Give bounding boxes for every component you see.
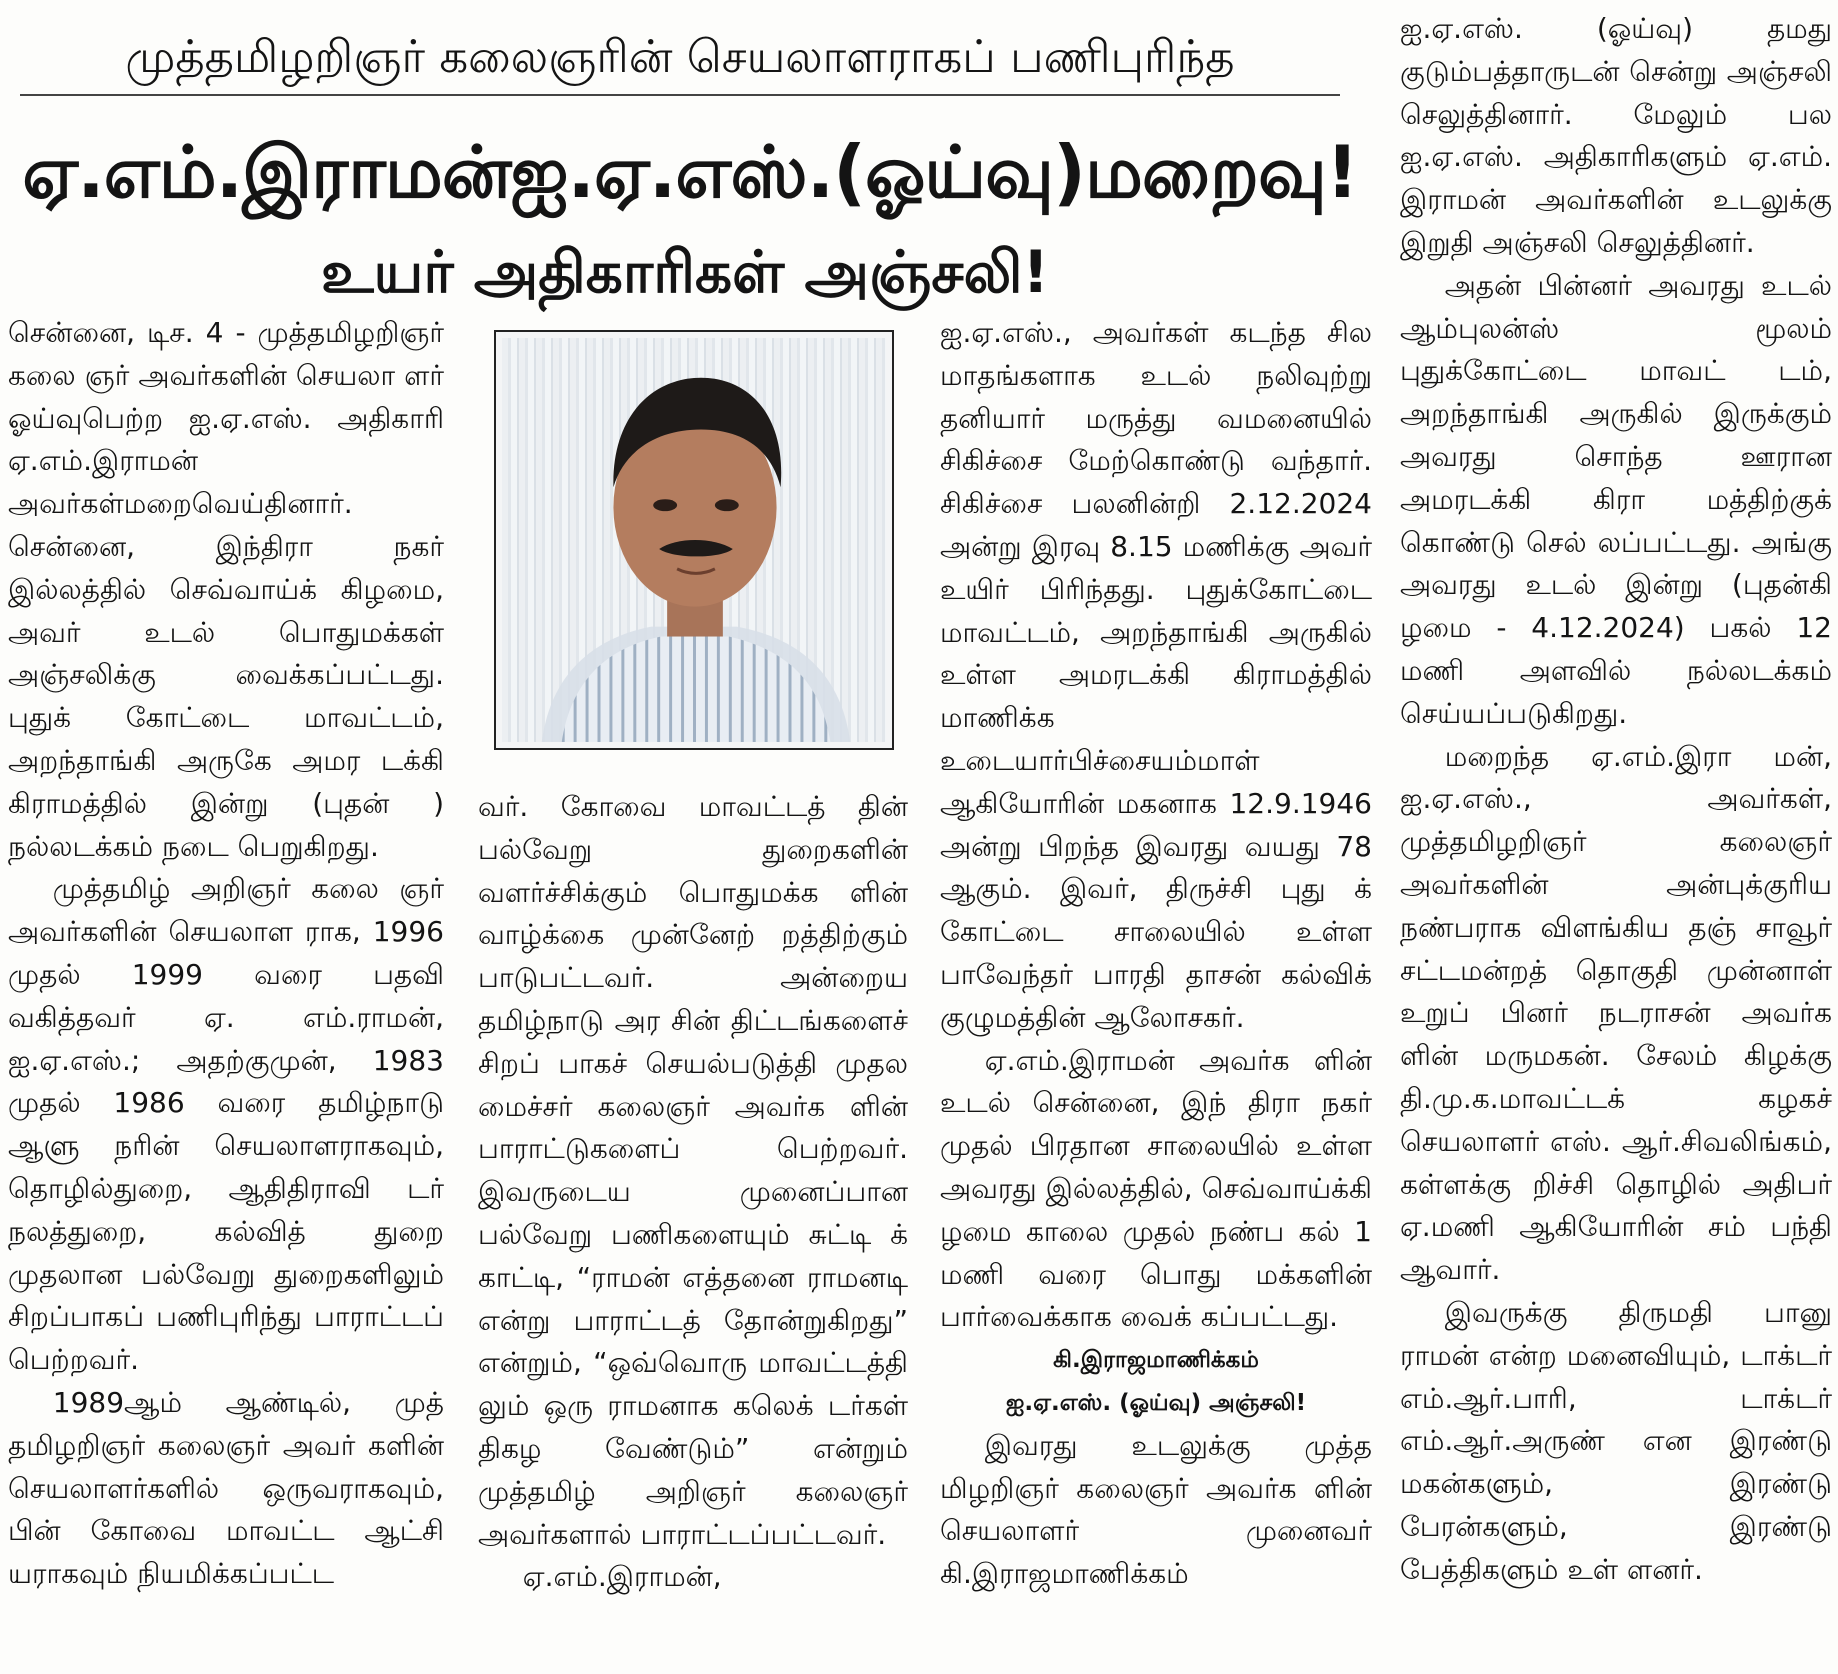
paragraph: முத்தமிழ் அறிஞர் கலை ஞர் அவர்களின் செயலாள ராக, 1996 முதல் 1999 வரை பதவி வகித்தவர் ஏ. எம்.ராமன், ஐ.ஏ.எஸ்.; அதற்குமுன், 1983 முதல் 1986 வரை தமிழ்நாடு ஆளு நரின் செயலாளராகவும், தொழில்துறை, ஆதிதிராவி டர் நலத்துறை, கல்வித் துறை முதலான பல்வேறு துறைகளிலும் சிறப்பாகப் பணிபுரிந்து பாராட்டப் பெற்றவர். xyxy=(8,872,444,1377)
article-column-1 xyxy=(8,312,444,1670)
portrait-photo-icon xyxy=(502,338,886,742)
article-column-2 xyxy=(478,786,908,1670)
paragraph: ஐ.ஏ.எஸ்., அவர்கள் கடந்த சில மாதங்களாக உடல் நலிவுற்று தனியார் மருத்து வமனையில் சிகிச்சை மேற்கொண்டு வந்தார். சிகிச்சை பலனின்றி 2.12.2024 அன்று இரவு 8.15 மணிக்கு அவர் உயிர் பிரிந்தது. புதுக்கோட்டை மாவட்டம், அறந்தாங்கி அருகில் உள்ள அமரடக்கி கிராமத்தில் மாணிக்க உடையார்பிச்சையம்மாள் ஆகியோரின் மகனாக 12.9.1946 அன்று பிறந்த இவரது வயது 78 ஆகும். இவர், திருச்சி புது க் கோட்டை சாலையில் உள்ள பாவேந்தர் பாரதி தாசன் கல்விக் குழுமத்தின் ஆலோசகர். xyxy=(940,316,1372,1034)
kicker-headline: முத்தமிழறிஞர் கலைஞரின் செயலாளராகப் பணிபுரிந்த xyxy=(20,18,1340,96)
subheading-line-2: ஐ.ஏ.எஸ். (ஓய்வு) அஞ்சலி! xyxy=(1005,1389,1307,1416)
portrait-photo xyxy=(494,330,894,750)
article-column-4 xyxy=(1400,8,1832,1670)
paragraph: இவரது உடலுக்கு முத்த மிழறிஞர் கலைஞர் அவர்க ளின் செயலாளர் முனைவர் கி.இராஜமாணிக்கம் xyxy=(940,1428,1372,1591)
paragraph: அதன் பின்னர் அவரது உடல் ஆம்புலன்ஸ் மூலம் புதுக்கோட்டை மாவட் டம், அறந்தாங்கி அருகில் இருக்கும் அவரது சொந்த ஊரான அமரடக்கி கிரா மத்திற்குக் கொண்டு செல் லப்பட்டது. அங்கு அவரது உடல் இன்று (புதன்கி ழமை - 4.12.2024) பகல் 12 மணி அளவில் நல்லடக்கம் செய்யப்படுகிறது. xyxy=(1400,268,1832,730)
paragraph: ஏ.எம்.இராமன் அவர்க ளின் உடல் சென்னை, இந் திரா நகர் முதல் பிரதான சாலையில் உள்ள அவரது இல்லத்தில், செவ்வாய்க்கி ழமை காலை முதல் நண்ப கல் 1 மணி வரை பொது மக்களின் பார்வைக்காக வைக் கப்பட்டது. xyxy=(940,1043,1372,1334)
paragraph: ஏ.எம்.இராமன், xyxy=(522,1560,722,1594)
paragraph: வர். கோவை மாவட்டத் தின் பல்வேறு துறைகளின் வளர்ச்சிக்கும் பொதுமக்க ளின் வாழ்க்கை முன்னேற் றத்திற்கும் பாடுபட்டவர். அன்றைய தமிழ்நாடு அர சின் திட்டங்களைச் சிறப் பாகச் செயல்படுத்தி முதல மைச்சர் கலைஞர் அவர்க ளின் பாராட்டுகளைப் பெற்றவர். இவருடைய முனைப்பான பல்வேறு பணிகளையும் சுட்டி க் காட்டி, “ராமன் எத்தனை ராமனடி என்று பாராட்டத் தோன்றுகிறது” என்றும், “ஒவ்வொரு மாவட்டத்தி லும் ஒரு ராமனாக கலெக் டர்கள் திகழ வேண்டும்” என்றும் முத்தமிழ் அறிஞர் கலைஞர் அவர்களால் பாராட்டப்பட்டவர். xyxy=(478,790,908,1551)
subheading-line-1: கி.இராஜமாணிக்கம் xyxy=(1053,1347,1259,1374)
paragraph: சென்னை, டிச. 4 - முத்தமிழறிஞர் கலை ஞர் அவர்களின் செயலா ளர் ஓய்வுபெற்ற ஐ.ஏ.எஸ். அதிகாரி ஏ.எம்.இராமன் அவர்கள்மறைவெய்தினார். சென்னை, இந்திரா நகர் இல்லத்தில் செவ்வாய்க் கிழமை, அவர் உடல் பொதுமக்கள் அஞ்சலிக்கு வைக்கப்பட்டது. புதுக் கோட்டை மாவட்டம், அறந்தாங்கி அருகே அமர டக்கி கிராமத்தில் இன்று (புதன் ) நல்லடக்கம் நடை பெறுகிறது. xyxy=(8,316,444,863)
paragraph: இவருக்கு திருமதி பானு ராமன் என்ற மனைவியும், டாக்டர் எம்.ஆர்.பாரி, டாக்டர் எம்.ஆர்.அருண் என இரண்டு மகன்களும், இரண்டு பேரன்களும், இரண்டு பேத்திகளும் உள் ளனர். xyxy=(1400,1295,1832,1586)
main-headline: ஏ.எம்.இராமன்ஐ.ஏ.எஸ்.(ஓய்வு)மறைவு! xyxy=(22,130,1358,214)
sub-headline: உயர் அதிகாரிகள் அஞ்சலி! xyxy=(320,238,1049,306)
paragraph: ஐ.ஏ.எஸ். (ஓய்வு) தமது குடும்பத்தாருடன் சென்று அஞ்சலி செலுத்தினார். மேலும் பல ஐ.ஏ.எஸ். அதிகாரிகளும் ஏ.எம். இராமன் அவர்களின் உடலுக்கு இறுதி அஞ்சலி செலுத்தினர். xyxy=(1400,12,1832,259)
paragraph: மறைந்த ஏ.எம்.இரா மன், ஐ.ஏ.எஸ்., அவர்கள், முத்தமிழறிஞர் கலைஞர் அவர்களின் அன்புக்குரிய நண்பராக விளங்கிய தஞ் சாவூர் சட்டமன்றத் தொகுதி முன்னாள் உறுப் பினர் நடராசன் அவர்க ளின் மருமகன். சேலம் கிழக்கு தி.மு.க.மாவட்டக் கழகச் செயலாளர் எஸ். ஆர்.சிவலிங்கம், கள்ளக்கு றிச்சி தொழில் அதிபர் ஏ.மணி ஆகியோரின் சம் பந்தி ஆவார். xyxy=(1400,739,1832,1287)
article-column-3 xyxy=(940,312,1372,1670)
paragraph: 1989ஆம் ஆண்டில், முத் தமிழறிஞர் கலைஞர் அவர் களின் செயலாளர்களில் ஒருவராகவும், பின் கோவை மாவட்ட ஆட்சி யராகவும் நியமிக்கப்பட்ட xyxy=(8,1385,444,1591)
